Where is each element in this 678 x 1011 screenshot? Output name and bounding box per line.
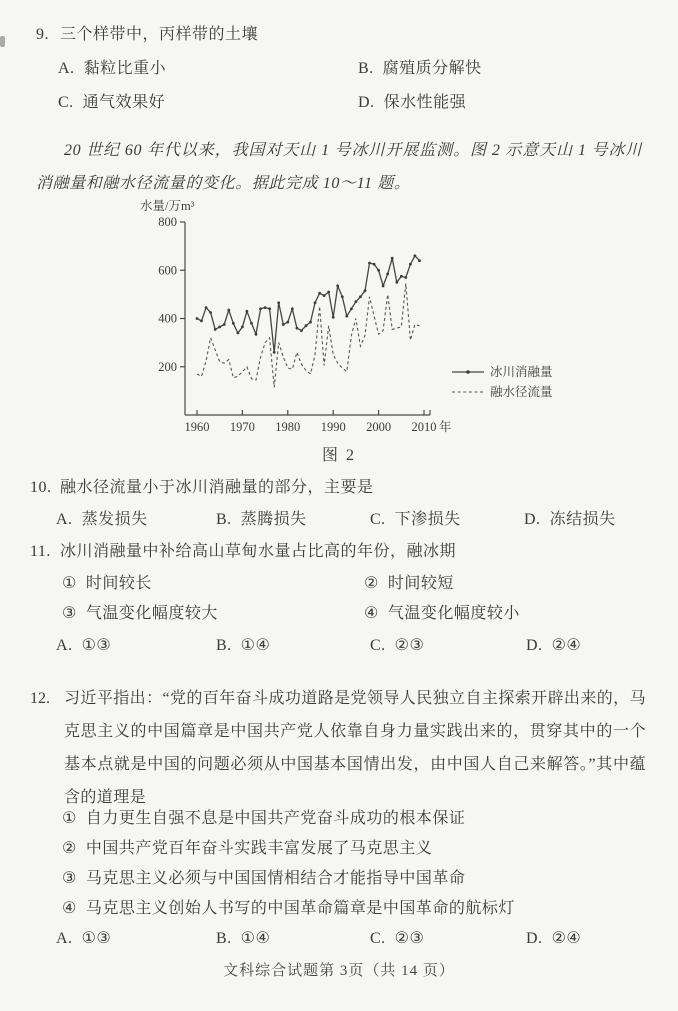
q11-answer-c-label: C. — [370, 637, 386, 654]
q10-option-a-text: 蒸发损失 — [81, 511, 148, 528]
svg-text:800: 800 — [158, 215, 177, 229]
question-9-number: 9. — [36, 26, 49, 43]
q11-answer-b — [216, 633, 270, 659]
question-11-stem — [30, 539, 456, 565]
question-10-number: 10. — [30, 479, 52, 496]
svg-text:水量/万m³: 水量/万m³ — [140, 199, 195, 213]
question-12-number: 12. — [30, 690, 50, 707]
q11-answer-c — [370, 633, 424, 659]
q11-answer-d-text: ②④ — [551, 637, 582, 654]
svg-text:400: 400 — [158, 311, 177, 326]
q12-sub-4-text: 马克思主义创始人书写的中国革命篇章是中国革命的航标灯 — [85, 900, 515, 917]
q9-option-d — [358, 90, 466, 116]
page-footer: 文科综合试题第 3页（共 14 页） — [223, 963, 455, 979]
q12-answer-c-text: ②③ — [394, 930, 425, 947]
svg-text:融水径流量: 融水径流量 — [490, 385, 553, 399]
svg-text:年: 年 — [439, 420, 452, 434]
q12-sub-2 — [62, 836, 432, 862]
q12-answer-b-label: B. — [216, 930, 232, 947]
q12-answer-c-label: C. — [370, 930, 386, 947]
q12-answer-a-text: ①③ — [81, 930, 112, 947]
question-9-stem — [36, 22, 258, 48]
q10-option-a-label: A. — [56, 511, 73, 528]
q11-answer-c-text: ②③ — [394, 637, 425, 654]
svg-text:2010: 2010 — [411, 420, 437, 434]
q12-answer-d-text: ②④ — [551, 930, 582, 947]
q10-option-b — [216, 507, 307, 533]
question-10-text: 融水径流量小于冰川消融量的部分，主要是 — [60, 479, 374, 496]
glacier-passage: 20 世纪 60 年代以来，我国对天山 1 号冰川开展监测。图 2 示意天山 1 号冰川消融量和融水径流量的变化。据此完成 10～11 题。 — [36, 142, 642, 192]
question-9-text: 三个样带中，丙样带的土壤 — [60, 26, 259, 43]
q11-sub-4-label: ④ — [364, 605, 379, 622]
q12-sub-4 — [62, 896, 515, 922]
q12-answer-c — [370, 926, 424, 952]
q11-sub-1-text: 时间较长 — [85, 575, 152, 592]
q9-option-c-label: C. — [58, 94, 74, 111]
q12-sub-1-label: ① — [62, 810, 77, 827]
q9-option-c — [58, 90, 165, 116]
q12-sub-2-text: 中国共产党百年奋斗实践丰富发展了马克思主义 — [85, 840, 433, 857]
q11-answer-d — [526, 633, 581, 659]
q9-option-b — [358, 56, 482, 82]
q12-sub-3-text: 马克思主义必须与中国国情相结合才能指导中国革命 — [85, 870, 466, 887]
q12-answer-a-label: A. — [56, 930, 73, 947]
q9-option-a-label: A. — [58, 60, 75, 77]
q12-answer-d-label: D. — [526, 930, 543, 947]
q12-answer-b-text: ①④ — [240, 930, 271, 947]
question-10-stem — [30, 475, 374, 501]
svg-text:1970: 1970 — [229, 420, 255, 434]
q12-sub-4-label: ④ — [62, 900, 77, 917]
q11-sub-3 — [62, 601, 218, 627]
q10-option-d — [524, 507, 616, 533]
q11-answer-a-label: A. — [56, 637, 73, 654]
q11-answer-a — [56, 633, 111, 659]
q10-option-a — [56, 507, 148, 533]
q9-option-a — [58, 56, 166, 82]
scan-artifact — [0, 36, 5, 47]
q12-answer-a — [56, 926, 111, 952]
svg-text:1980: 1980 — [275, 420, 301, 434]
q12-answer-d — [526, 926, 581, 952]
svg-text:冰川消融量: 冰川消融量 — [490, 365, 553, 379]
question-12-stem: 习近平指出：“党的百年奋斗成功道路是党领导人民独立自主探索开辟出来的，马克思主义的中国篇章是中国共产党人依靠自身力量实践出来的，贯穿其中的一个基本点就是中国的问题必须从中国基本国情出发，由中国人自己来解答。”其中蕴含的道理是 — [64, 690, 646, 806]
q9-option-d-label: D. — [358, 94, 375, 111]
q10-option-b-label: B. — [216, 511, 232, 528]
q12-sub-3-label: ③ — [62, 870, 77, 887]
svg-text:200: 200 — [158, 359, 177, 374]
q11-sub-2-text: 时间较短 — [387, 575, 454, 592]
q11-sub-4-text: 气温变化幅度较小 — [387, 605, 520, 622]
svg-text:1990: 1990 — [320, 420, 346, 434]
q11-answer-a-text: ①③ — [81, 637, 112, 654]
q10-option-c — [370, 507, 461, 533]
q9-option-b-label: B. — [358, 60, 374, 77]
svg-text:600: 600 — [158, 263, 177, 278]
q10-option-d-label: D. — [524, 511, 541, 528]
q11-sub-4 — [364, 601, 520, 627]
figure-2-caption: 图 2 — [321, 447, 356, 464]
q11-answer-b-label: B. — [216, 637, 232, 654]
q11-answer-d-label: D. — [526, 637, 543, 654]
q12-sub-2-label: ② — [62, 840, 77, 857]
q11-sub-1-label: ① — [62, 575, 77, 592]
q10-option-c-label: C. — [370, 511, 386, 528]
q11-sub-3-label: ③ — [62, 605, 77, 622]
q12-answer-b — [216, 926, 270, 952]
q12-sub-1 — [62, 806, 465, 832]
q12-sub-1-text: 自力更生自强不息是中国共产党奋斗成功的根本保证 — [85, 810, 466, 827]
svg-text:1960: 1960 — [184, 420, 210, 434]
q9-option-a-text: 黏粒比重小 — [83, 60, 167, 77]
q11-sub-2 — [364, 571, 454, 597]
glacier-runoff-chart — [100, 197, 580, 442]
q11-sub-1 — [62, 571, 152, 597]
svg-text:2000: 2000 — [366, 420, 392, 434]
q11-sub-3-text: 气温变化幅度较大 — [85, 605, 218, 622]
question-11-text: 冰川消融量中补给高山草甸水量占比高的年份，融冰期 — [60, 543, 457, 560]
q9-option-b-text: 腐殖质分解快 — [382, 60, 482, 77]
question-11-number: 11. — [30, 543, 51, 560]
q9-option-c-text: 通气效果好 — [82, 94, 166, 111]
q11-sub-2-label: ② — [364, 575, 379, 592]
q11-answer-b-text: ①④ — [240, 637, 271, 654]
q12-sub-3 — [62, 866, 465, 892]
q9-option-d-text: 保水性能强 — [383, 94, 467, 111]
q10-option-b-text: 蒸腾损失 — [240, 511, 307, 528]
q10-option-d-text: 冻结损失 — [549, 511, 616, 528]
q10-option-c-text: 下渗损失 — [394, 511, 461, 528]
